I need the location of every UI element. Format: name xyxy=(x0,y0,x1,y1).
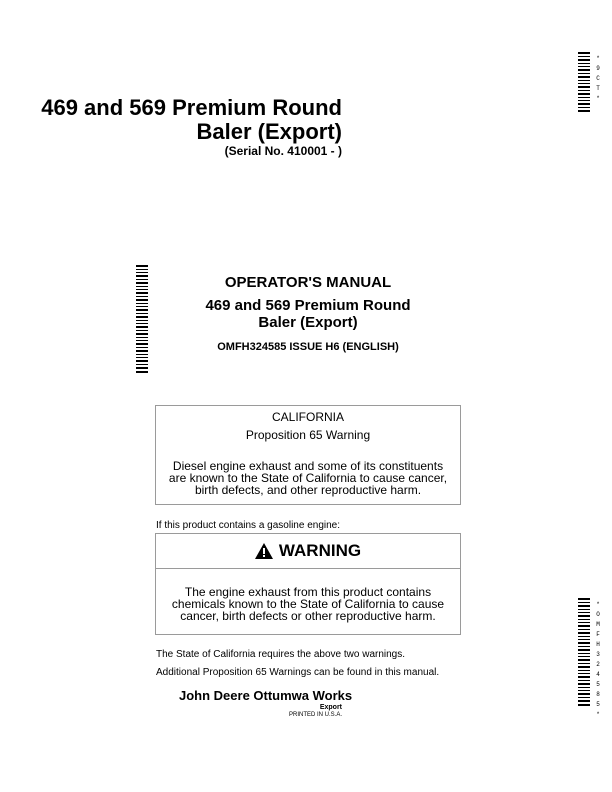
warning-text-line-3: cancer, birth defects or other reproductive harm. xyxy=(180,609,436,623)
region-label: Export xyxy=(319,704,342,711)
barcode-icon xyxy=(578,52,590,112)
left-barcode-icon xyxy=(136,265,148,375)
warning-triangle-icon xyxy=(255,543,273,559)
california-heading: CALIFORNIA xyxy=(271,410,344,424)
company-name: John Deere Ottumwa Works xyxy=(179,688,353,703)
california-warning-box xyxy=(155,405,461,505)
california-text-line-3: birth defects, and other reproductive harm. xyxy=(194,483,422,497)
warning-text-line-2: chemicals known to the State of California to cause xyxy=(171,597,445,611)
proposition-65-heading: Proposition 65 Warning xyxy=(245,428,371,442)
california-text-line-2: are known to the State of California to cause cancer, xyxy=(168,471,448,485)
serial-number: (Serial No. 410001 - ) xyxy=(224,144,342,158)
document-title-line-2: Baler (Export) xyxy=(196,119,342,144)
california-text-line-1: Diesel engine exhaust and some of its constituents xyxy=(172,459,444,473)
gasoline-engine-note: If this product contains a gasoline engine: xyxy=(156,520,341,531)
manual-product-line-2: Baler (Export) xyxy=(258,314,358,331)
manual-heading: OPERATOR'S MANUAL xyxy=(224,274,392,291)
printed-label: PRINTED IN U.S.A. xyxy=(288,712,342,718)
barcode-digits: * O M F H 3 2 4 5 8 5 * xyxy=(596,601,600,718)
warning-text-line-1: The engine exhaust from this product contains xyxy=(184,585,432,599)
warning-header xyxy=(156,534,460,569)
warning-box xyxy=(155,533,461,635)
barcode-digits: * 9 C T * xyxy=(596,55,600,102)
document-title-line-1: 469 and 569 Premium Round xyxy=(41,95,342,120)
required-warnings-note: The State of California requires the above two warnings. xyxy=(156,649,406,660)
additional-warnings-note: Additional Proposition 65 Warnings can be found in this manual. xyxy=(156,667,440,678)
manual-product-line-1: 469 and 569 Premium Round xyxy=(205,297,411,314)
manual-issue: OMFH324585 ISSUE H6 (ENGLISH) xyxy=(217,341,399,353)
warning-title: WARNING xyxy=(278,541,362,560)
barcode-icon xyxy=(578,598,590,708)
